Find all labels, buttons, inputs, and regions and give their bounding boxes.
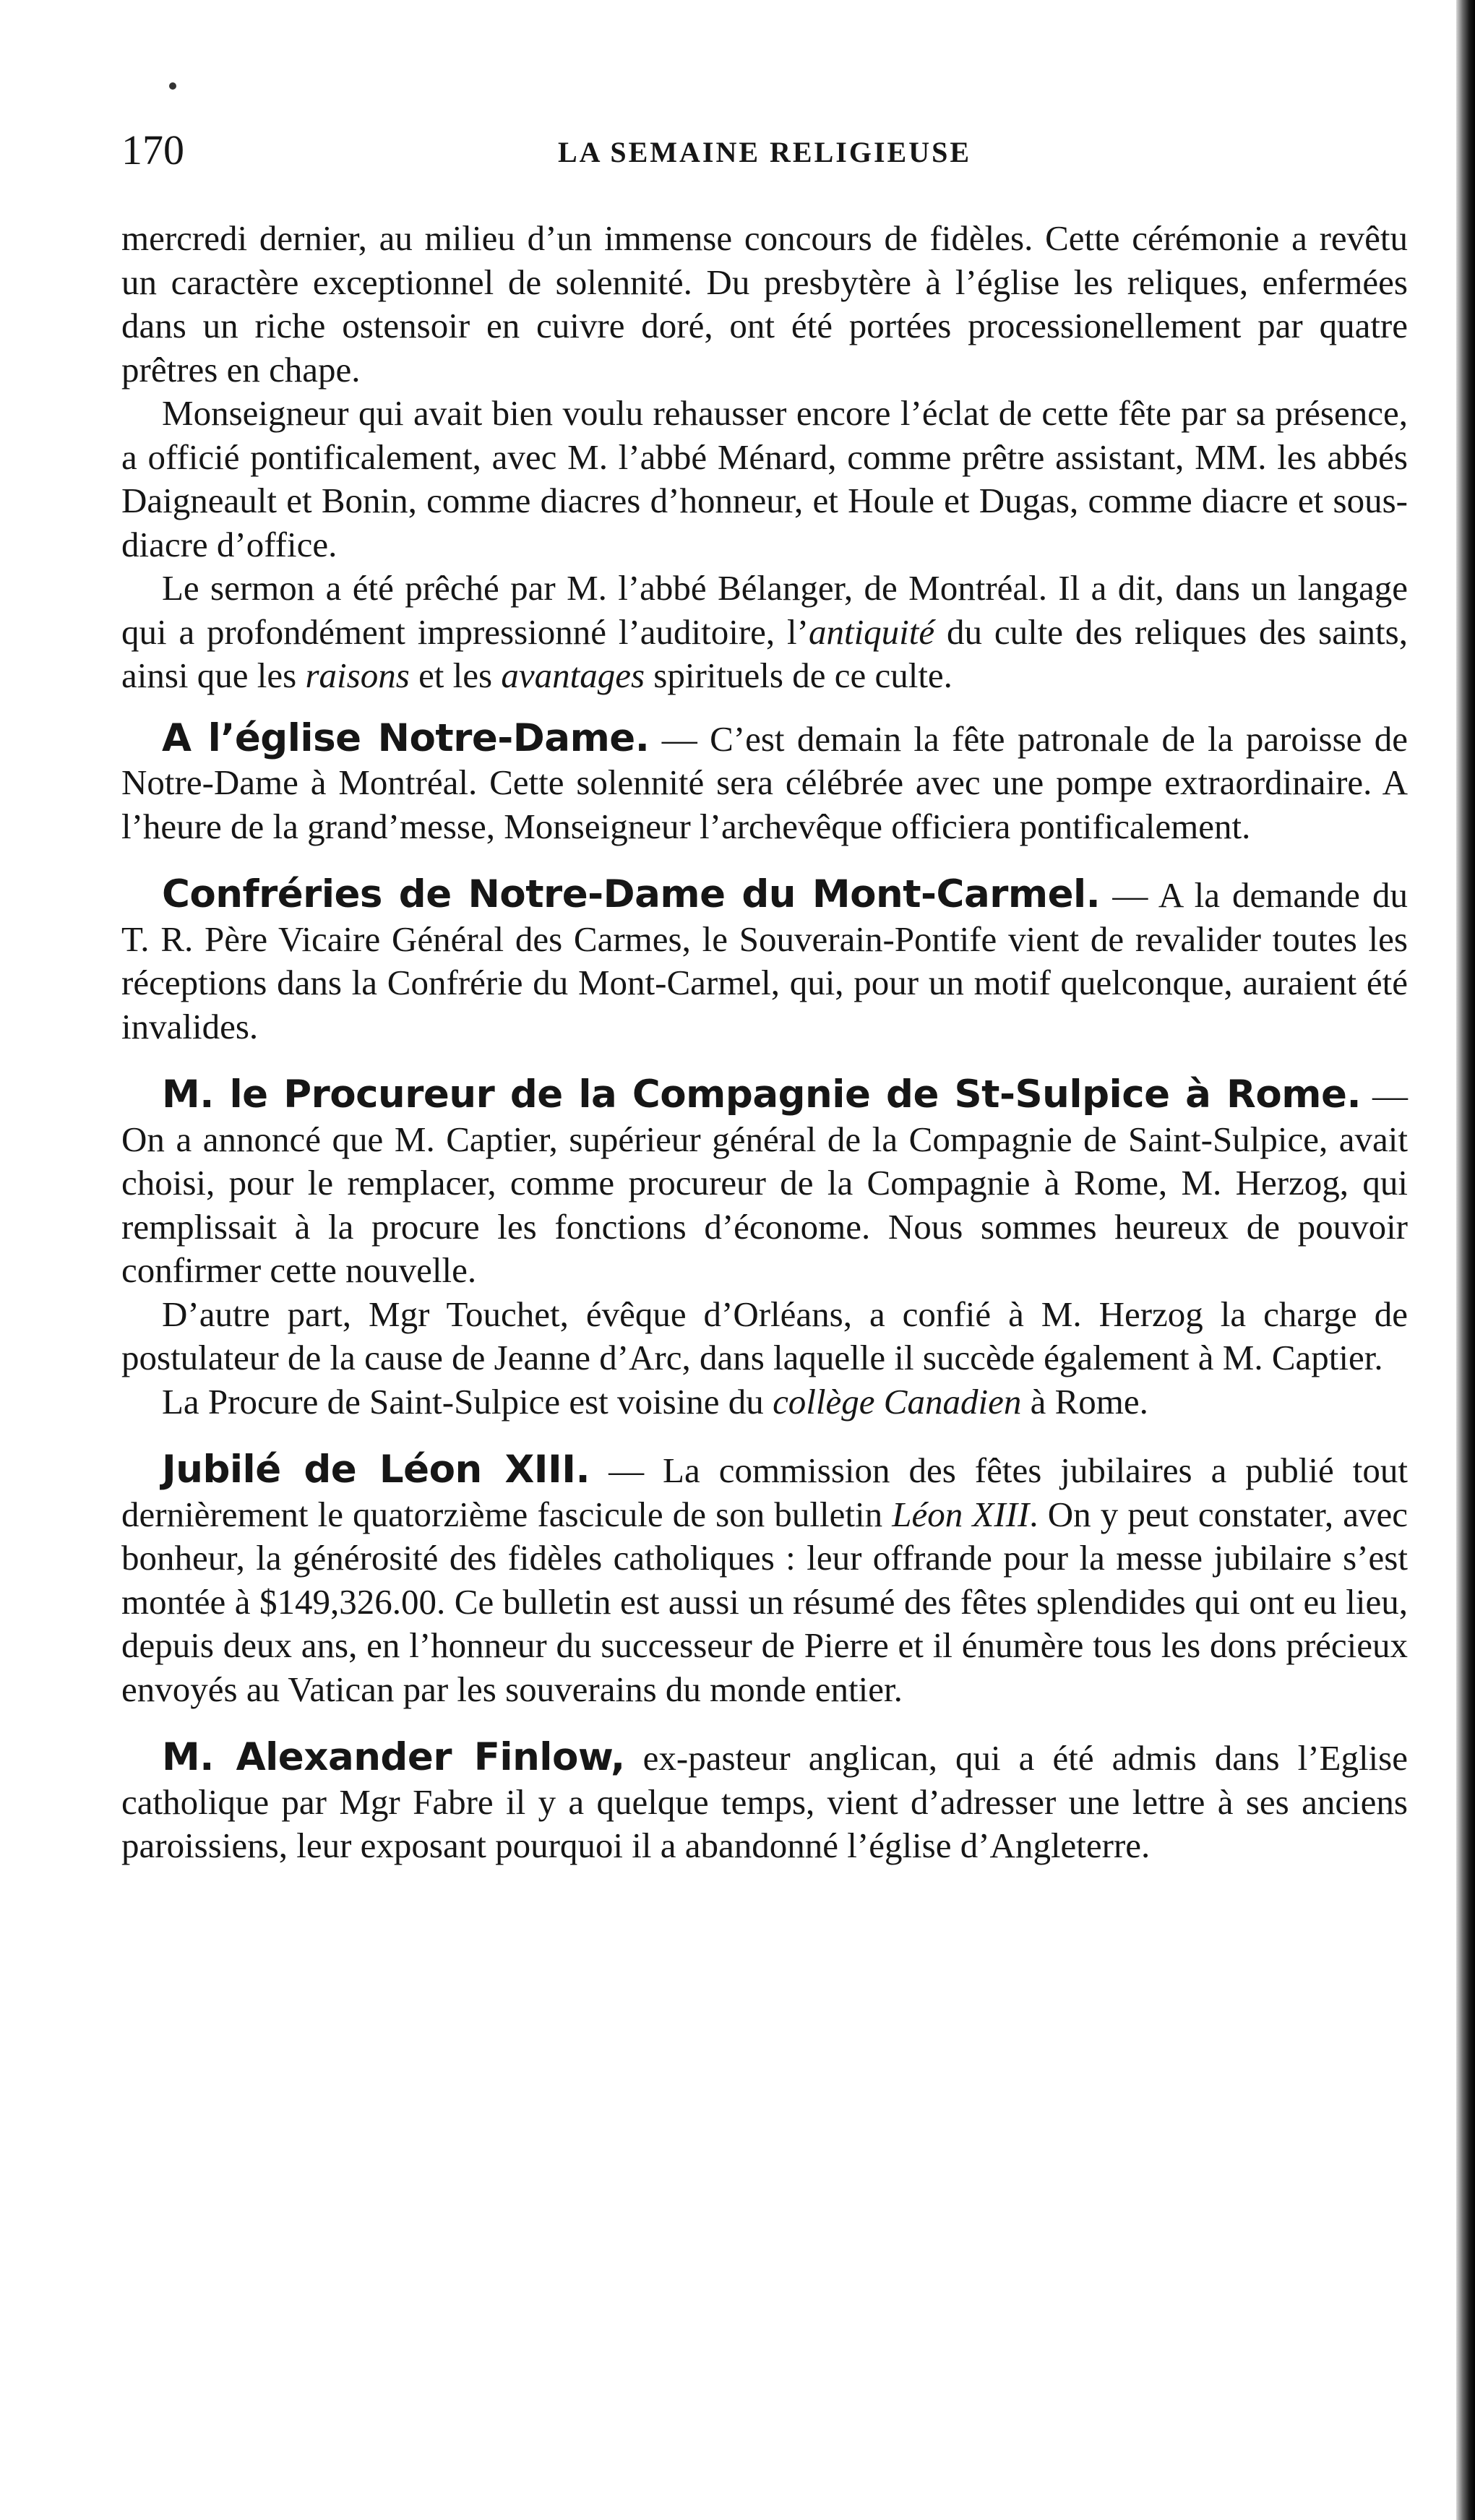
speck-mark xyxy=(169,82,176,90)
text-run: Le sermon a été prêché par M. l’abbé Bélanger, de Montréal. Il a dit, dans un langage qui a profondément impressionné l’auditoire, l’ xyxy=(121,568,1408,652)
article4-paragraph-2: D’autre part, Mgr Touchet, évêque d’Orléans, a confié à M. Herzog la charge de postulateur de la cause de Jeanne d’Arc, dans laquelle il succède également à M. Captier. xyxy=(121,1294,1408,1377)
article-body: C’est demain la fête patronale de la paroisse de Notre-Dame à Montréal. Cette solennité sera célébrée avec une pompe extraordinaire. A l’heure de la grand’messe, Monseigneur l’archevêque officiera pontificalement. xyxy=(121,718,1409,846)
article-procureur-st-sulpice xyxy=(121,1073,1408,1293)
em-dash: — xyxy=(1100,875,1158,915)
running-title: LA SEMAINE RELIGIEUSE xyxy=(557,136,972,168)
page-edge-shadow xyxy=(1456,0,1475,2520)
page-body xyxy=(121,217,1408,1868)
italic-term-antiquite: antiquité xyxy=(808,611,935,652)
text-run: spirituels de ce culte. xyxy=(645,655,952,695)
page-header xyxy=(121,121,1408,179)
article-heading: A l’église Notre-Dame. xyxy=(162,715,650,760)
text-run: La commission des fêtes jubilaires a publié tout dernièrement le quatorzième fascicule de son bulletin xyxy=(121,1450,1408,1534)
article-body: A la demande du T. R. Père Vicaire Général des Carmes, le Souverain-Pontife vient de revalider toutes les réceptions dans la Confrérie du Mont-Carmel, qui, pour un motif quelconque, auraient été invalides. xyxy=(121,875,1408,1046)
article-body: ex-pasteur anglican, qui a été admis dans l’Eglise catholique par Mgr Fabre il y a quelque temps, vient d’adresser une lettre à ses anciens paroissiens, leur exposant pourquoi il a abandonné l’église d’Angleterre. xyxy=(121,1738,1408,1865)
article-heading: M. le Procureur de la Compagnie de St-Sulpice à Rome. xyxy=(162,1072,1362,1117)
article1-paragraph-1: mercredi dernier, au milieu d’un immense concours de fidèles. Cette cérémonie a revêtu un caractère exceptionnel de solennité. Du presbytère à l’église les reliques, enfermées dans un riche ostensoir en cuivre doré, ont été portées processionellement par quatre prêtres en chape. xyxy=(121,218,1408,390)
article-mont-carmel xyxy=(121,873,1408,1049)
article1-paragraph-3 xyxy=(121,567,1408,698)
article-alexander-finlow xyxy=(121,1736,1408,1868)
article-notre-dame xyxy=(121,717,1408,849)
em-dash: — xyxy=(1361,1075,1408,1115)
text-run: à Rome. xyxy=(1021,1381,1148,1422)
article1-paragraph-2: Monseigneur qui avait bien voulu rehausser encore l’éclat de cette fête par sa présence, a officié pontificalement, avec M. l’abbé Ménard, comme prêtre assistant, MM. les abbés Daigneault et Bonin, comme diacres d’honneur, et Houle et Dugas, comme diacre et sous-diacre d’office. xyxy=(121,393,1408,564)
italic-term-raisons: raisons xyxy=(305,655,410,695)
article-body: On a annoncé que M. Captier, supérieur général de la Compagnie de Saint-Sulpice, avait choisi, pour le remplacer, comme procureur de la Compagnie à Rome, M. Herzog, qui remplissait à la procure les fonctions d’économe. Nous sommes heureux de pouvoir confirmer cette nouvelle. xyxy=(121,1119,1408,1290)
article-heading: Jubilé de Léon XIII. xyxy=(162,1448,590,1492)
text-run: du culte des reliques des saints, ainsi que les xyxy=(121,611,1408,695)
page-number: 170 xyxy=(121,126,184,173)
text-run: et les xyxy=(409,655,502,695)
text-run: La Procure de Saint-Sulpice est voisine du xyxy=(162,1381,773,1422)
italic-bulletin-title: Léon XIII xyxy=(892,1494,1030,1534)
article4-paragraph-3 xyxy=(121,1380,1408,1424)
em-dash: — xyxy=(590,1450,663,1490)
article-jubile-leon-xiii xyxy=(121,1448,1408,1711)
italic-term-avantages: avantages xyxy=(501,655,645,695)
em-dash: — xyxy=(649,718,710,759)
italic-college-canadien: collège Canadien xyxy=(773,1381,1022,1422)
article-heading: Confréries de Notre-Dame du Mont-Carmel. xyxy=(162,872,1101,916)
article-heading: M. Alexander Finlow, xyxy=(162,1735,625,1779)
text-run: . On y peut constater, avec bonheur, la générosité des fidèles catholiques : leur offrande pour la messe jubilaire s’est montée à $149,326.00. Ce bulletin est aussi un résumé des fêtes splendides qui ont eu lieu, depuis deux ans, en l’honneur du successeur de Pierre et il énumère tous les dons précieux envoyés au Vatican par les souverains du monde entier. xyxy=(121,1494,1408,1709)
